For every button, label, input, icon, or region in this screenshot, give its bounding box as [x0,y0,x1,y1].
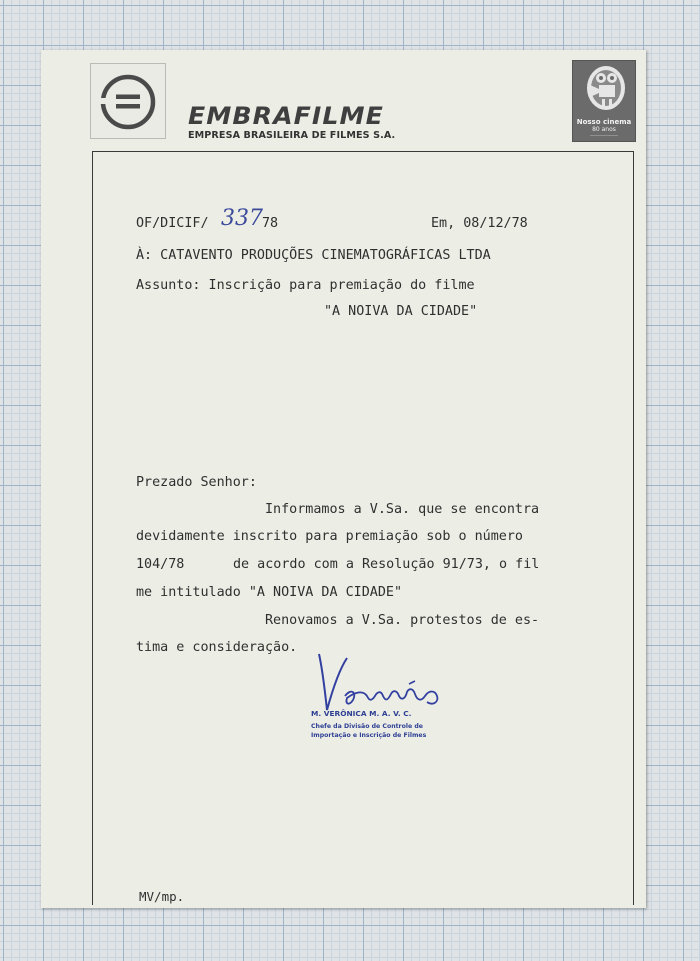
reference-prefix: OF/DICIF/ [136,216,209,231]
stamp-years: 80 anos [592,126,616,133]
salutation: Prezado Senhor: [136,475,257,490]
company-name: EMPRESA BRASILEIRA DE FILMES S.A. [188,130,396,141]
body-line-5: Renovamos a V.Sa. protestos de es- [265,613,540,628]
body-line-3: de acordo com a Resolução 91/73, o fil [233,557,540,572]
body-line-1: Informamos a V.Sa. que se encontra [265,502,540,517]
stamp-fineprint: ――――――― [590,133,618,138]
letter-page [41,50,646,908]
body-line-6: tima e consideração. [136,640,298,655]
signatory-title-line-1: Chefe da Divisão de Controle de [311,723,423,730]
cinema-80-years-stamp [572,60,636,142]
recipient: À: CATAVENTO PRODUÇÕES CINEMATOGRÁFICAS LTDA [136,248,491,263]
signatory-name: M. VERÔNICA M. A. V. C. [311,709,412,718]
typist-initials: MV/mp. [139,889,185,904]
brand-name: EMBRAFILME [188,102,384,130]
subject-line-2: "A NOIVA DA CIDADE" [324,304,478,319]
signatory-title-line-2: Importação e Inscrição de Filmes [311,732,427,739]
reference-suffix: 78 [262,216,279,231]
reference-number-handwritten: 337 [221,206,263,231]
embrafilme-logo [90,63,166,139]
body-line-3-number: 104/78 [136,557,185,572]
logo-e-icon [91,64,165,138]
film-camera-head-icon [573,61,635,117]
body-line-4: me intitulado "A NOIVA DA CIDADE" [136,585,403,600]
body-line-2: devidamente inscrito para premiação sob o número [136,529,523,544]
subject-line-1: Assunto: Inscrição para premiação do filme [136,278,475,293]
stamp-text: Nosso cinema [576,118,632,126]
letter-frame [92,151,634,905]
letter-date: Em, 08/12/78 [431,216,528,231]
